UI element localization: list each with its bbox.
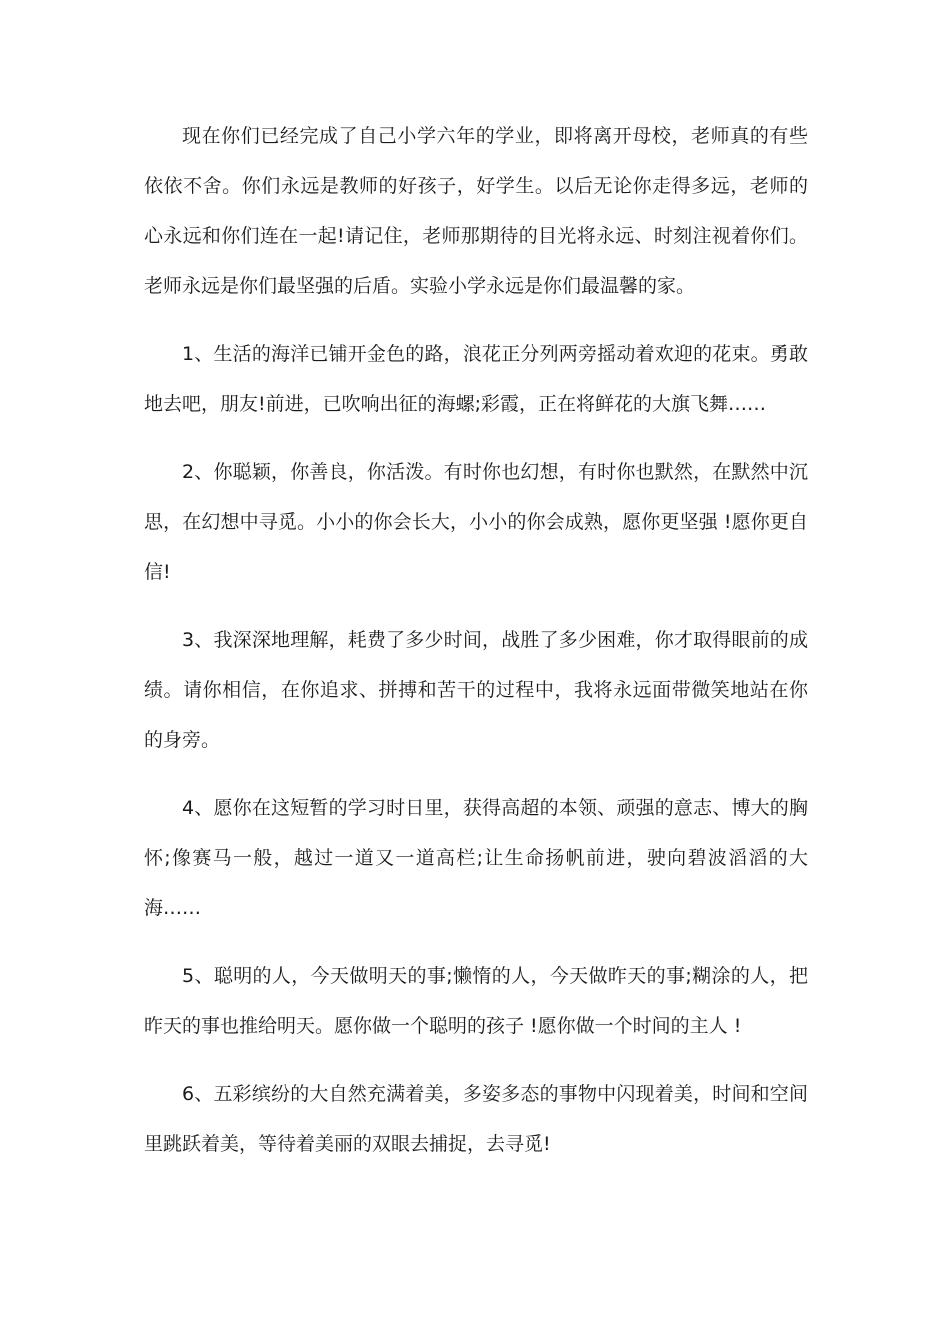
message-paragraph-5: 5、聪明的人，今天做明天的事;懒惰的人，今天做昨天的事;糊涂的人，把昨天的事也推给明天。愿你做一个聪明的孩子 !愿你做一个时间的主人 !: [144, 965, 808, 1037]
intro-paragraph: 现在你们已经完成了自己小学六年的学业，即将离开母校，老师真的有些依依不舍。你们永远是教师的好孩子，好学生。以后无论你走得多远，老师的心永远和你们连在一起!请记住，老师那期待的目光将永远、时刻注视着你们。老师永远是你们最坚强的后盾。实验小学永远是你们最温馨的家。: [144, 125, 808, 297]
message-paragraph-6: 6、五彩缤纷的大自然充满着美，多姿多态的事物中闪现着美，时间和空间里跳跃着美，等待着美丽的双眼去捕捉，去寻觅!: [144, 1083, 808, 1155]
message-paragraph-2: 2、你聪颖，你善良，你活泼。有时你也幻想，有时你也默然，在默然中沉思，在幻想中寻觅。小小的你会长大，小小的你会成熟，愿你更坚强 !愿你更自信!: [144, 461, 808, 583]
document-body: [144, 111, 808, 1187]
message-paragraph-3: 3、我深深地理解，耗费了多少时间，战胜了多少困难，你才取得眼前的成绩。请你相信，在你追求、拼搏和苦干的过程中，我将永远面带微笑地站在你的身旁。: [144, 629, 808, 751]
message-paragraph-4: 4、愿你在这短暂的学习时日里，获得高超的本领、顽强的意志、博大的胸怀;像赛马一般，越过一道又一道高栏;让生命扬帆前进，驶向碧波滔滔的大海……: [144, 797, 808, 919]
message-paragraph-1: 1、生活的海洋已铺开金色的路，浪花正分列两旁摇动着欢迎的花束。勇敢地去吧，朋友!前进，已吹响出征的海螺;彩霞，正在将鲜花的大旗飞舞……: [144, 343, 808, 415]
